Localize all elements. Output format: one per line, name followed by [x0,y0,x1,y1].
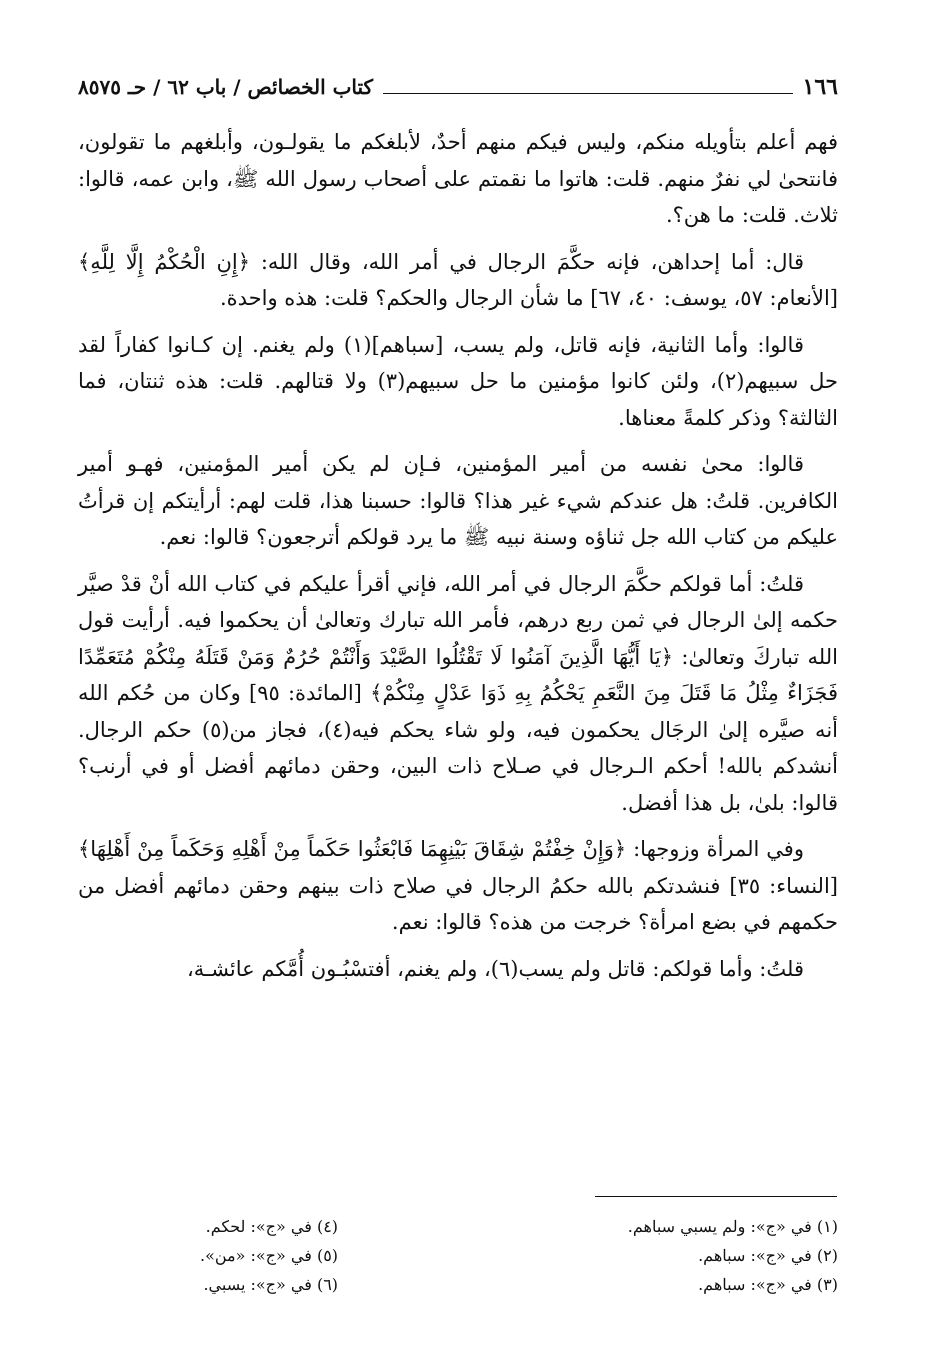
paragraph: قالوا: وأما الثانية، فإنه قاتل، ولم يسب، [سباهم](١) ولم يغنم. إن كـانوا كفاراً لقد حل سبيهم(٢)، ولئن كانوا مؤمنين ما حل سبيهم(٣) ولا قتالهم. قلت: هذه ثنتان، فما الثالثة؟ وذكر كلمةً معناها. [78,332,838,430]
footnote: (١) في «ج»: ولم يسبي سباهم. [627,1217,838,1236]
footnote: (٢) في «ج»: سباهم. [698,1246,838,1265]
footnote: (٦) في «ج»: يسبي. [203,1275,339,1294]
footnotes [200,1212,838,1299]
paragraph: قلتُ: أما قولكم حكَّمَ الرجال في أمر الله، فإني أقرأ عليكم في كتاب الله أنْ قدْ صيَّر حكمه إلىٰ الرجال في ثمن ربع درهم، فأمر الله تبارك وتعالىٰ أن يحكموا فيه. أرأيت قول الله تباركَ وتعالىٰ: ﴿يَا أَيُّهَا الَّذِينَ آمَنُوا لَا تَقْتُلُوا الصَّيْدَ وَأَنْتُمْ حُرُمٌ وَمَنْ قَتَلَهُ مِنْكُمْ مُتَعَمِّدًا فَجَزَاءٌ مِثْلُ مَا قَتَلَ مِنَ النَّعَمِ يَحْكُمُ بِهِ ذَوَا عَدْلٍ مِنْكُمْ﴾ [المائدة: ٩٥] وكان من حُكم الله أنه صيَّره إلىٰ الرجَال يحكمون فيه، ولو شاء يحكم فيه(٤)، فجاز من(٥) حكم الرجال. أنشدكم بالله! أحكم الـرجال في صـلاح ذات البين، وحقن دمائهم أفضل أو في أرنب؟ قالوا: بلىٰ، بل هذا أفضل. [78,571,838,815]
paragraph: قالوا: محىٰ نفسه من أمير المؤمنين، فـإن لم يكن أمير المؤمنين، فهـو أمير الكافرين. قلتُ: هل عندكم شيء غير هذا؟ قالوا: حسبنا هذا، قلت لهم: أرأيتكم إن قرأتُ عليكم من كتاب الله جل ثناؤه وسنة نبيه ﷺ ما يرد قولكم أترجعون؟ قالوا: نعم. [78,452,838,549]
header-rule [383,93,792,94]
paragraph: فهم أعلم بتأويله منكم، وليس فيكم منهم أحدٌ، لأبلغكم ما يقولـون، وأبلغهم ما تقولون، فانتحىٰ لي نفرٌ منهم. قلت: هاتوا ما نقمتم على أصحاب رسول الله ﷺ، وابن عمه، قالوا: ثلاث. قلت: ما هن؟. [78,130,838,227]
page-number: ١٦٦ [802,74,838,100]
footnote-separator [595,1196,837,1197]
footnotes-right-column [628,1212,838,1299]
footnote: (٣) في «ج»: سباهم. [698,1275,838,1294]
footnotes-left-column [200,1212,338,1299]
footnote: (٥) في «ج»: «من». [200,1246,339,1265]
page-header [78,72,838,102]
paragraph: قلتُ: وأما قولكم: قاتل ولم يسب(٦)، ولم يغنم، أفتسْبُـون أُمَّكم عائشـة، [187,956,804,981]
main-text [78,124,838,997]
paragraph: قال: أما إحداهن، فإنه حكَّمَ الرجال في أمر الله، وقال الله: ﴿إِنِ الْحُكْمُ إِلَّا لِلَّهِ﴾ [الأنعام: ٥٧، يوسف: ٤٠، ٦٧] ما شأن الرجال والحكم؟ قلت: هذه واحدة. [78,249,838,310]
running-title: كتاب الخصائص / باب ٦٢ / حـ ٨٥٧٥ [78,75,374,99]
paragraph: وفي المرأة وزوجها: ﴿وَإِنْ خِفْتُمْ شِقَاقَ بَيْنِهِمَا فَابْعَثُوا حَكَماً مِنْ أَهْلِهِ وَحَكَماً مِنْ أَهْلِهَا﴾ [النساء: ٣٥] فنشدتكم بالله حكمُ الرجال في صلاح ذات بينهم وحقن دمائهم أفضل من حكمهم في بضع امرأة؟ خرجت من هذه؟ قالوا: نعم. [78,837,838,934]
footnote: (٤) في «ج»: لحكم. [205,1217,339,1236]
